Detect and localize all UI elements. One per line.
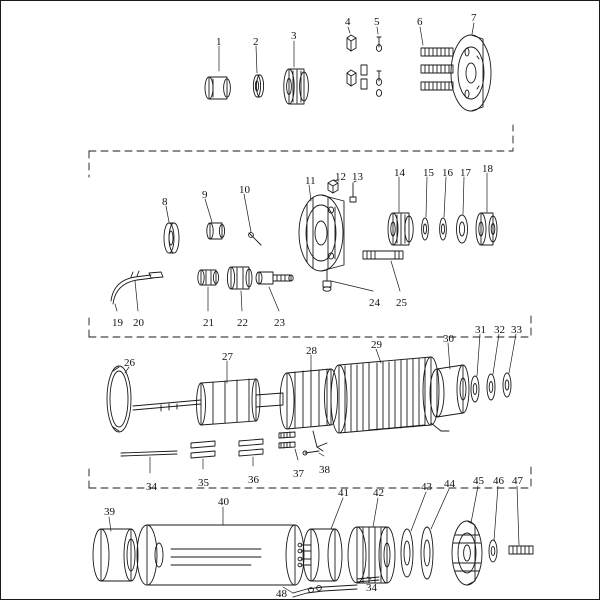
callout-21: 21 (203, 317, 214, 329)
callout-23: 23 (274, 317, 285, 329)
callout-42: 42 (373, 487, 384, 499)
part-46-washer (489, 540, 497, 562)
callout-13: 13 (352, 171, 363, 183)
callout-27: 27 (222, 351, 233, 363)
part-26-ring (107, 366, 131, 432)
leader-lines-section-3 (125, 334, 516, 473)
callout-32: 32 (494, 324, 505, 336)
callout-29: 29 (371, 339, 382, 351)
callout-25: 25 (396, 297, 407, 309)
callout-24: 24 (369, 297, 380, 309)
part-14-impeller (388, 213, 413, 245)
callout-47: 47 (512, 475, 523, 487)
part-8-seal-ring (164, 223, 179, 253)
part-42-ribbed-cap (348, 527, 395, 583)
part-1-plug (205, 77, 230, 99)
callout-19: 19 (112, 317, 123, 329)
part-6-bolts (421, 48, 453, 90)
part-37-screws (279, 432, 295, 448)
part-28-stator-can (280, 369, 338, 451)
part-25-stud (363, 251, 403, 259)
leader-lines-section-2 (115, 173, 487, 311)
part-35-keys (191, 441, 215, 458)
callout-1: 1 (216, 36, 222, 48)
callout-9: 9 (202, 189, 208, 201)
callout-26: 26 (124, 357, 135, 369)
callout-5: 5 (374, 16, 380, 28)
part-47-bolt (509, 546, 533, 554)
callout-20: 20 (133, 317, 144, 329)
part-5-pins (361, 37, 382, 96)
part-4-nuts (347, 35, 356, 86)
part-3-coupling (284, 69, 309, 104)
callout-8: 8 (162, 196, 168, 208)
callout-18: 18 (482, 163, 493, 175)
callout-45: 45 (473, 475, 484, 487)
callout-7: 7 (471, 12, 477, 24)
part-11-pump-bowl (299, 195, 344, 271)
callout-44: 44 (444, 478, 455, 490)
callout-37: 37 (293, 468, 304, 480)
callout-10: 10 (239, 184, 250, 196)
callout-22: 22 (237, 317, 248, 329)
part-31-washer (471, 376, 479, 402)
part-48-cable-leads (293, 585, 357, 597)
callout-15: 15 (423, 167, 434, 179)
part-39-sleeve (93, 529, 138, 581)
callout-3: 3 (291, 30, 297, 42)
callout-34-lower: 34 (366, 582, 377, 594)
part-17-washer (457, 215, 468, 243)
part-21-bushing (198, 270, 219, 285)
callout-43: 43 (421, 481, 432, 493)
part-41-end-bell (298, 529, 342, 581)
part-32-washer (487, 374, 495, 400)
leader-lines-section-1 (219, 23, 474, 73)
callout-39: 39 (104, 506, 115, 518)
callout-17: 17 (460, 167, 471, 179)
part-38-pin (303, 451, 319, 455)
part-18-end-cap (476, 213, 497, 245)
part-15-washer (422, 218, 429, 240)
part-7-discharge-head (451, 35, 491, 111)
part-44-ring (421, 527, 433, 579)
callout-6: 6 (417, 16, 423, 28)
callout-14: 14 (394, 167, 405, 179)
callout-28: 28 (306, 345, 317, 357)
callout-34: 34 (146, 481, 157, 493)
parts-diagram-illustration (1, 1, 600, 601)
part-2-washer (253, 75, 263, 97)
callout-31: 31 (475, 324, 486, 336)
callout-16: 16 (442, 167, 453, 179)
callout-48: 48 (276, 588, 287, 600)
leader-lines-section-4 (109, 486, 519, 593)
callout-40: 40 (218, 496, 229, 508)
part-16-washer (440, 218, 447, 240)
callout-35: 35 (198, 477, 209, 489)
part-23-shaft-collar (256, 272, 293, 284)
part-29-motor-body (331, 357, 449, 433)
part-10-pin (249, 233, 261, 245)
part-30-end-bell (430, 365, 469, 417)
part-19-20-cable (111, 271, 163, 304)
part-13-stud (350, 183, 356, 202)
callout-33: 33 (511, 324, 522, 336)
part-45-ribbed-disc (452, 521, 482, 585)
callout-30: 30 (443, 333, 454, 345)
part-33-washer (503, 373, 511, 397)
part-24-screw (323, 269, 331, 291)
callout-38: 38 (319, 464, 330, 476)
part-34-rod (121, 451, 177, 456)
callout-41: 41 (338, 487, 349, 499)
callout-4: 4 (345, 16, 351, 28)
callout-2: 2 (253, 36, 259, 48)
part-40-motor-housing (137, 525, 304, 585)
part-36-keys (239, 439, 263, 456)
callout-11: 11 (305, 175, 316, 187)
part-9-bushing (207, 223, 225, 239)
part-43-ring (401, 529, 413, 577)
callout-46: 46 (493, 475, 504, 487)
callout-36: 36 (248, 474, 259, 486)
part-27-rotor-shaft (133, 379, 283, 425)
part-22-sleeve (227, 267, 252, 289)
callout-12: 12 (335, 171, 346, 183)
